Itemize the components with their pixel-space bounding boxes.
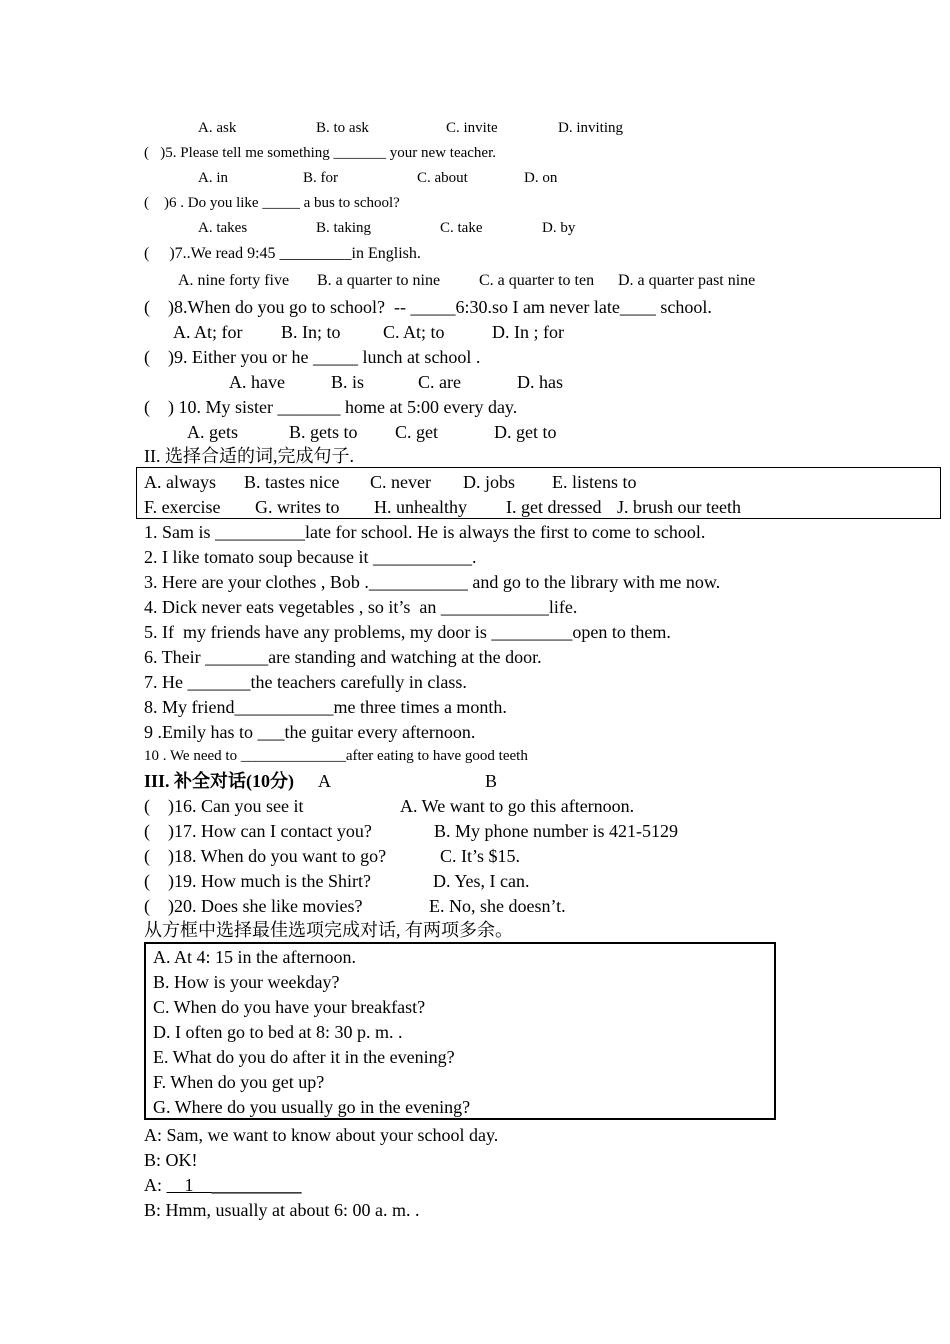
q7-option-c: C. a quarter to ten bbox=[479, 272, 595, 289]
match-question-16: ( )16. Can you see it bbox=[144, 796, 304, 816]
q4-option-a: A. ask bbox=[198, 120, 237, 136]
question-6: ( )6 . Do you like _____ a bus to school? bbox=[144, 195, 400, 211]
part4-instruction: 从方框中选择最佳选项完成对话, 有两项多余。 bbox=[144, 920, 513, 940]
q5-option-b: B. for bbox=[303, 170, 338, 186]
q6-option-b: B. taking bbox=[316, 220, 371, 236]
word-bank-i: I. get dressed bbox=[506, 497, 602, 517]
q7-option-d: D. a quarter past nine bbox=[618, 272, 756, 289]
match-question-18: ( )18. When do you want to go? bbox=[144, 846, 387, 866]
word-bank-j: J. brush our teeth bbox=[617, 497, 741, 517]
word-bank-b: B. tastes nice bbox=[244, 472, 340, 492]
dialogue-option-b: B. How is your weekday? bbox=[153, 972, 340, 992]
question-8: ( )8.When do you go to school? -- _____6:30.so I am never late____ school. bbox=[144, 297, 712, 317]
question-5: ( )5. Please tell me something _______ your new teacher. bbox=[144, 145, 496, 161]
match-answer-b: B. My phone number is 421-5129 bbox=[434, 821, 678, 841]
match-answer-e: E. No, she doesn’t. bbox=[429, 896, 566, 916]
q8-option-b: B. In; to bbox=[281, 322, 341, 342]
word-bank-f: F. exercise bbox=[144, 497, 221, 517]
dialogue-option-g: G. Where do you usually go in the evening? bbox=[153, 1097, 471, 1117]
q7-option-b: B. a quarter to nine bbox=[317, 272, 441, 289]
q9-option-d: D. has bbox=[517, 372, 563, 392]
q8-option-c: C. At; to bbox=[383, 322, 445, 342]
sentence-1: 1. Sam is __________late for school. He is always the first to come to school. bbox=[144, 522, 706, 542]
sentence-6: 6. Their _______are standing and watching at the door. bbox=[144, 647, 542, 667]
sentence-3: 3. Here are your clothes , Bob .___________ and go to the library with me now. bbox=[144, 572, 721, 592]
dialogue-option-a: A. At 4: 15 in the afternoon. bbox=[153, 947, 356, 967]
dialogue-option-f: F. When do you get up? bbox=[153, 1072, 325, 1092]
q10-option-c: C. get bbox=[395, 422, 438, 442]
dialogue-option-e: E. What do you do after it in the evening? bbox=[153, 1047, 455, 1067]
sentence-10: 10 . We need to ______________after eating to have good teeth bbox=[144, 748, 528, 764]
word-bank-a: A. always bbox=[144, 472, 216, 492]
q10-option-b: B. gets to bbox=[289, 422, 358, 442]
sentence-8: 8. My friend___________me three times a month. bbox=[144, 697, 507, 717]
q9-option-b: B. is bbox=[331, 372, 365, 392]
question-10: ( ) 10. My sister _______ home at 5:00 every day. bbox=[144, 397, 518, 417]
question-9: ( )9. Either you or he _____ lunch at school . bbox=[144, 347, 481, 367]
part3-heading: III. 补全对话(10分) bbox=[144, 771, 295, 791]
match-question-17: ( )17. How can I contact you? bbox=[144, 821, 372, 841]
match-answer-d: D. Yes, I can. bbox=[433, 871, 530, 891]
match-question-19: ( )19. How much is the Shirt? bbox=[144, 871, 371, 891]
q7-option-a: A. nine forty five bbox=[178, 272, 290, 289]
part2-heading: II. 选择合适的词,完成句子. bbox=[144, 446, 354, 466]
sentence-7: 7. He _______the teachers carefully in class. bbox=[144, 672, 467, 692]
dialogue-blank-1-tail: __________ bbox=[211, 1175, 302, 1195]
dialogue-line-3 bbox=[144, 1176, 302, 1194]
word-bank-d: D. jobs bbox=[463, 472, 516, 492]
q6-option-a: A. takes bbox=[198, 220, 248, 236]
dialogue-blank-1: 1 bbox=[166, 1175, 212, 1195]
match-question-20: ( )20. Does she like movies? bbox=[144, 896, 363, 916]
q4-option-b: B. to ask bbox=[316, 120, 369, 136]
dialogue-line-2: B: OK! bbox=[144, 1150, 198, 1170]
q8-option-a: A. At; for bbox=[173, 322, 243, 342]
q10-option-d: D. get to bbox=[494, 422, 557, 442]
question-7: ( )7..We read 9:45 _________in English. bbox=[144, 245, 421, 262]
q4-option-d: D. inviting bbox=[558, 120, 624, 136]
q4-option-c: C. invite bbox=[446, 120, 498, 136]
dialogue-line-1: A: Sam, we want to know about your school day. bbox=[144, 1125, 499, 1145]
column-b-label: B bbox=[485, 771, 498, 791]
match-answer-c: C. It’s $15. bbox=[440, 846, 521, 866]
q8-option-d: D. In ; for bbox=[492, 322, 564, 342]
match-answer-a: A. We want to go this afternoon. bbox=[400, 796, 635, 816]
q6-option-c: C. take bbox=[440, 220, 483, 236]
word-bank-h: H. unhealthy bbox=[374, 497, 467, 517]
word-bank-e: E. listens to bbox=[552, 472, 637, 492]
q5-option-c: C. about bbox=[417, 170, 468, 186]
column-a-label: A bbox=[318, 771, 331, 791]
dialogue-line-3-speaker: A: bbox=[144, 1175, 167, 1195]
q5-option-a: A. in bbox=[198, 170, 228, 186]
dialogue-option-c: C. When do you have your breakfast? bbox=[153, 997, 426, 1017]
word-bank-g: G. writes to bbox=[255, 497, 340, 517]
q6-option-d: D. by bbox=[542, 220, 576, 236]
sentence-9: 9 .Emily has to ___the guitar every afternoon. bbox=[144, 722, 476, 742]
sentence-5: 5. If my friends have any problems, my door is _________open to them. bbox=[144, 622, 671, 642]
sentence-2: 2. I like tomato soup because it ___________. bbox=[144, 547, 477, 567]
dialogue-option-d: D. I often go to bed at 8: 30 p. m. . bbox=[153, 1022, 403, 1042]
sentence-4: 4. Dick never eats vegetables , so it’s an ____________life. bbox=[144, 597, 578, 617]
q5-option-d: D. on bbox=[524, 170, 558, 186]
word-bank-c: C. never bbox=[370, 472, 431, 492]
dialogue-line-4: B: Hmm, usually at about 6: 00 a. m. . bbox=[144, 1200, 420, 1220]
q9-option-a: A. have bbox=[229, 372, 285, 392]
q10-option-a: A. gets bbox=[187, 422, 238, 442]
q9-option-c: C. are bbox=[418, 372, 461, 392]
